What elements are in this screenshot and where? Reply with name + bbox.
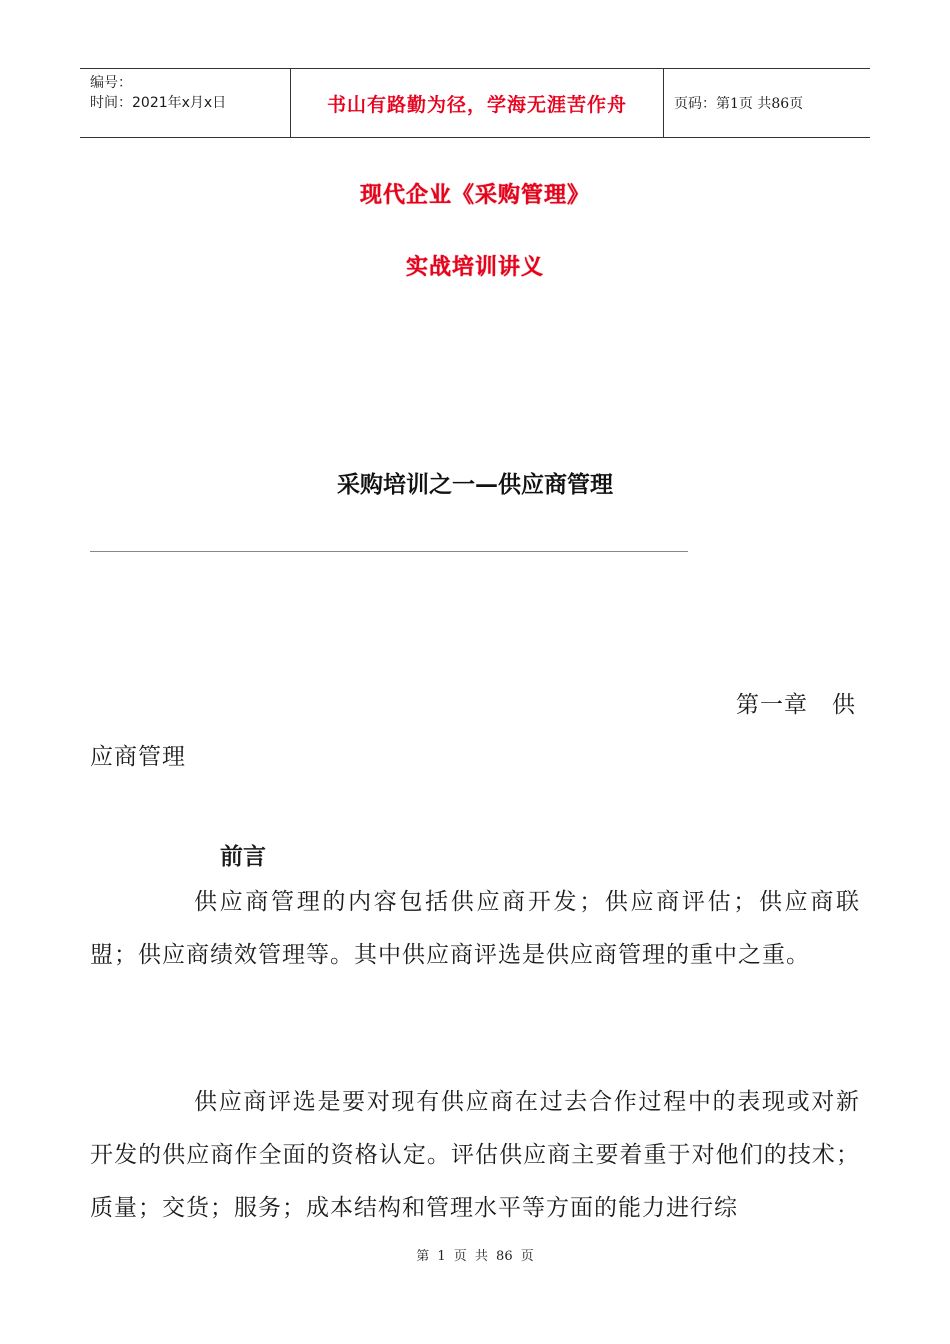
number-label: 编号：	[90, 75, 132, 91]
header-motto-cell	[290, 69, 664, 137]
chapter-heading-part2: 应商管理	[90, 744, 186, 770]
chapter-heading-part1: 第一章 供	[736, 692, 856, 718]
paragraph-1: 供应商管理的内容包括供应商开发；供应商评估；供应商联盟；供应商绩效管理等。其中供应商评选是供应商管理的重中之重。	[90, 889, 860, 968]
paragraph-2: 供应商评选是要对现有供应商在过去合作过程中的表现或对新开发的供应商作全面的资格认定。评估供应商主要着重于对他们的技术；质量；交货；服务；成本结构和管理水平等方面的能力进行综	[90, 1089, 860, 1221]
preface-heading: 前言	[220, 843, 266, 870]
time-label: 时间：2021年x月x日	[90, 95, 227, 111]
document-title-line1: 现代企业《采购管理》	[359, 182, 590, 208]
header-meta	[80, 69, 290, 137]
document-subtitle: 采购培训之一—供应商管理	[337, 471, 613, 498]
document-title-line2: 实战培训讲义	[405, 254, 544, 280]
section-divider	[90, 551, 688, 552]
document-header	[80, 68, 870, 138]
page-info-text: 页码：第1页 共86页	[674, 96, 804, 112]
motto-text: 书山有路勤为径，学海无涯苦作舟	[326, 93, 627, 116]
header-page-info	[664, 69, 870, 137]
page-footer: 第 1 页 共 86 页	[416, 1249, 534, 1264]
